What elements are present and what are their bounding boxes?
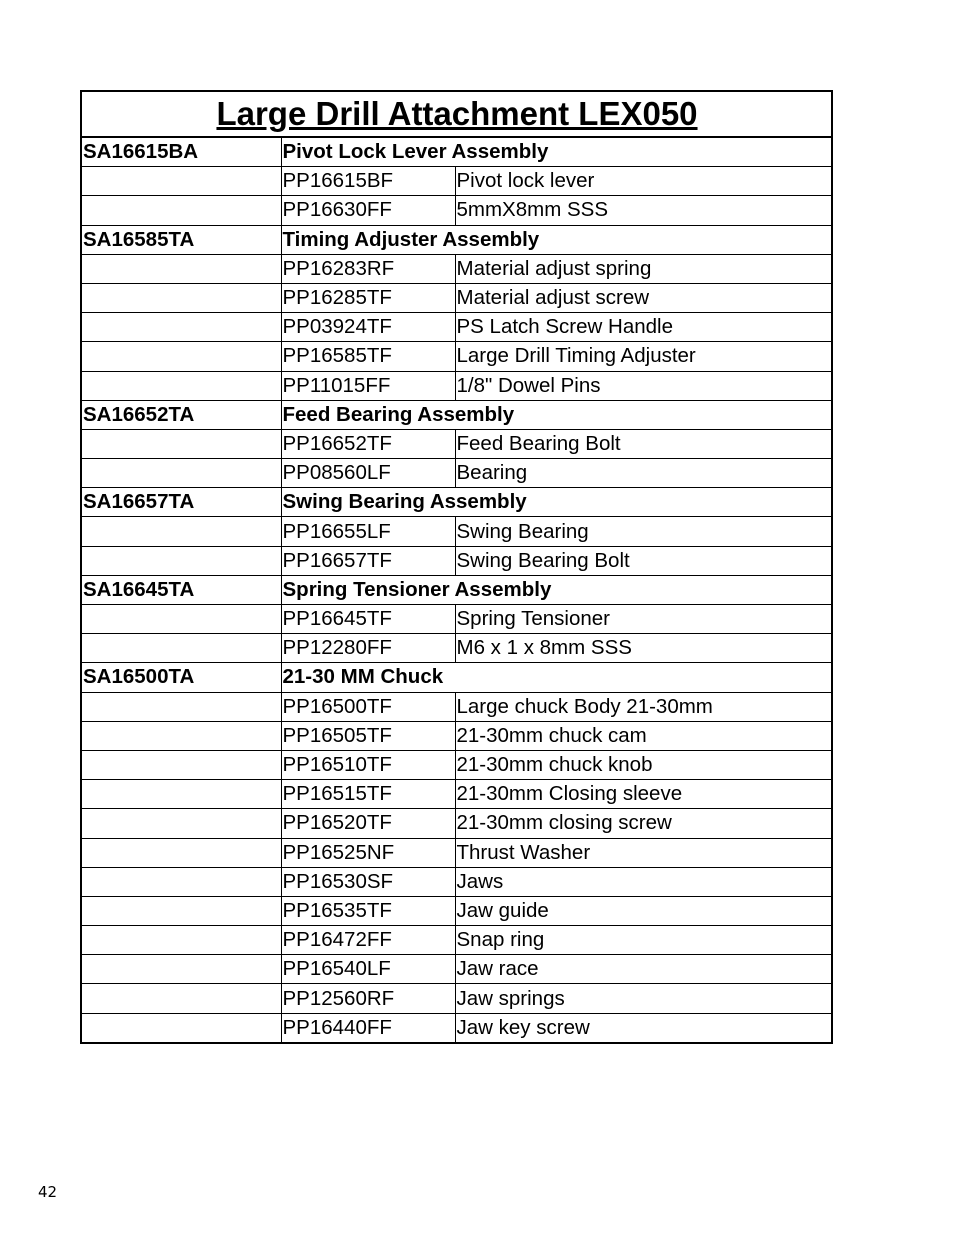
part-number: PP16283RF — [281, 254, 455, 283]
part-number: PP16530SF — [281, 867, 455, 896]
part-row — [81, 838, 832, 867]
assembly-code: SA16645TA — [81, 575, 281, 604]
part-row — [81, 313, 832, 342]
empty-cell — [81, 867, 281, 896]
part-row — [81, 867, 832, 896]
part-description: Jaws — [455, 867, 832, 896]
part-number: PP16500TF — [281, 692, 455, 721]
part-number: PP11015FF — [281, 371, 455, 400]
part-number: PP16440FF — [281, 1013, 455, 1043]
part-description: 21-30mm closing screw — [455, 809, 832, 838]
part-row — [81, 517, 832, 546]
part-description: PS Latch Screw Handle — [455, 313, 832, 342]
part-number: PP16630FF — [281, 196, 455, 225]
parts-table-body — [81, 91, 832, 1043]
assembly-row — [81, 137, 832, 167]
part-description: 5mmX8mm SSS — [455, 196, 832, 225]
part-number: PP16657TF — [281, 546, 455, 575]
part-number: PP16652TF — [281, 429, 455, 458]
assembly-code: SA16585TA — [81, 225, 281, 254]
empty-cell — [81, 429, 281, 458]
empty-cell — [81, 692, 281, 721]
part-row — [81, 605, 832, 634]
part-row — [81, 809, 832, 838]
part-number: PP16472FF — [281, 926, 455, 955]
assembly-name: Spring Tensioner Assembly — [281, 575, 832, 604]
part-description: Large Drill Timing Adjuster — [455, 342, 832, 371]
part-description: 21-30mm chuck cam — [455, 721, 832, 750]
part-number: PP16655LF — [281, 517, 455, 546]
empty-cell — [81, 984, 281, 1013]
empty-cell — [81, 605, 281, 634]
empty-cell — [81, 546, 281, 575]
part-description: Jaw springs — [455, 984, 832, 1013]
empty-cell — [81, 809, 281, 838]
empty-cell — [81, 167, 281, 196]
assembly-code: SA16500TA — [81, 663, 281, 692]
assembly-row — [81, 225, 832, 254]
page-number: 42 — [38, 1183, 58, 1201]
part-row — [81, 750, 832, 779]
empty-cell — [81, 342, 281, 371]
empty-cell — [81, 634, 281, 663]
part-description: 1/8" Dowel Pins — [455, 371, 832, 400]
part-description: Jaw key screw — [455, 1013, 832, 1043]
part-row — [81, 254, 832, 283]
part-description: 21-30mm Closing sleeve — [455, 780, 832, 809]
empty-cell — [81, 313, 281, 342]
assembly-code: SA16615BA — [81, 137, 281, 167]
assembly-name: Feed Bearing Assembly — [281, 400, 832, 429]
part-number: PP16615BF — [281, 167, 455, 196]
part-row — [81, 780, 832, 809]
part-description: Swing Bearing Bolt — [455, 546, 832, 575]
empty-cell — [81, 517, 281, 546]
empty-cell — [81, 750, 281, 779]
part-row — [81, 634, 832, 663]
part-number: PP03924TF — [281, 313, 455, 342]
part-row — [81, 926, 832, 955]
empty-cell — [81, 780, 281, 809]
part-row — [81, 459, 832, 488]
page-title: Large Drill Attachment LEX050 — [81, 91, 832, 137]
part-row — [81, 692, 832, 721]
part-description: Thrust Washer — [455, 838, 832, 867]
assembly-row — [81, 488, 832, 517]
part-row — [81, 342, 832, 371]
empty-cell — [81, 371, 281, 400]
part-description: Pivot lock lever — [455, 167, 832, 196]
part-number: PP16585TF — [281, 342, 455, 371]
empty-cell — [81, 955, 281, 984]
part-number: PP16535TF — [281, 896, 455, 925]
part-description: Bearing — [455, 459, 832, 488]
part-description: Feed Bearing Bolt — [455, 429, 832, 458]
part-description: Large chuck Body 21-30mm — [455, 692, 832, 721]
part-row — [81, 167, 832, 196]
assembly-code: SA16652TA — [81, 400, 281, 429]
part-number: PP16515TF — [281, 780, 455, 809]
part-number: PP16540LF — [281, 955, 455, 984]
empty-cell — [81, 283, 281, 312]
assembly-row — [81, 663, 832, 692]
part-row — [81, 429, 832, 458]
assembly-name: 21-30 MM Chuck — [281, 663, 832, 692]
empty-cell — [81, 459, 281, 488]
part-row — [81, 283, 832, 312]
part-row — [81, 1013, 832, 1043]
empty-cell — [81, 896, 281, 925]
assembly-name: Pivot Lock Lever Assembly — [281, 137, 832, 167]
part-number: PP16510TF — [281, 750, 455, 779]
part-row — [81, 196, 832, 225]
part-description: Spring Tensioner — [455, 605, 832, 634]
part-description: Swing Bearing — [455, 517, 832, 546]
part-number: PP16520TF — [281, 809, 455, 838]
empty-cell — [81, 196, 281, 225]
part-number: PP16525NF — [281, 838, 455, 867]
empty-cell — [81, 1013, 281, 1043]
assembly-name: Timing Adjuster Assembly — [281, 225, 832, 254]
part-number: PP08560LF — [281, 459, 455, 488]
part-description: Snap ring — [455, 926, 832, 955]
part-description: 21-30mm chuck knob — [455, 750, 832, 779]
assembly-name: Swing Bearing Assembly — [281, 488, 832, 517]
part-description: Jaw guide — [455, 896, 832, 925]
part-description: M6 x 1 x 8mm SSS — [455, 634, 832, 663]
part-number: PP12560RF — [281, 984, 455, 1013]
empty-cell — [81, 838, 281, 867]
part-number: PP16645TF — [281, 605, 455, 634]
part-number: PP12280FF — [281, 634, 455, 663]
part-row — [81, 955, 832, 984]
assembly-row — [81, 400, 832, 429]
empty-cell — [81, 721, 281, 750]
part-row — [81, 721, 832, 750]
part-row — [81, 984, 832, 1013]
part-description: Jaw race — [455, 955, 832, 984]
title-row — [81, 91, 832, 137]
assembly-code: SA16657TA — [81, 488, 281, 517]
part-row — [81, 896, 832, 925]
part-number: PP16285TF — [281, 283, 455, 312]
part-row — [81, 371, 832, 400]
part-description: Material adjust spring — [455, 254, 832, 283]
empty-cell — [81, 926, 281, 955]
part-number: PP16505TF — [281, 721, 455, 750]
empty-cell — [81, 254, 281, 283]
part-row — [81, 546, 832, 575]
assembly-row — [81, 575, 832, 604]
part-description: Material adjust screw — [455, 283, 832, 312]
parts-table — [80, 90, 833, 1044]
